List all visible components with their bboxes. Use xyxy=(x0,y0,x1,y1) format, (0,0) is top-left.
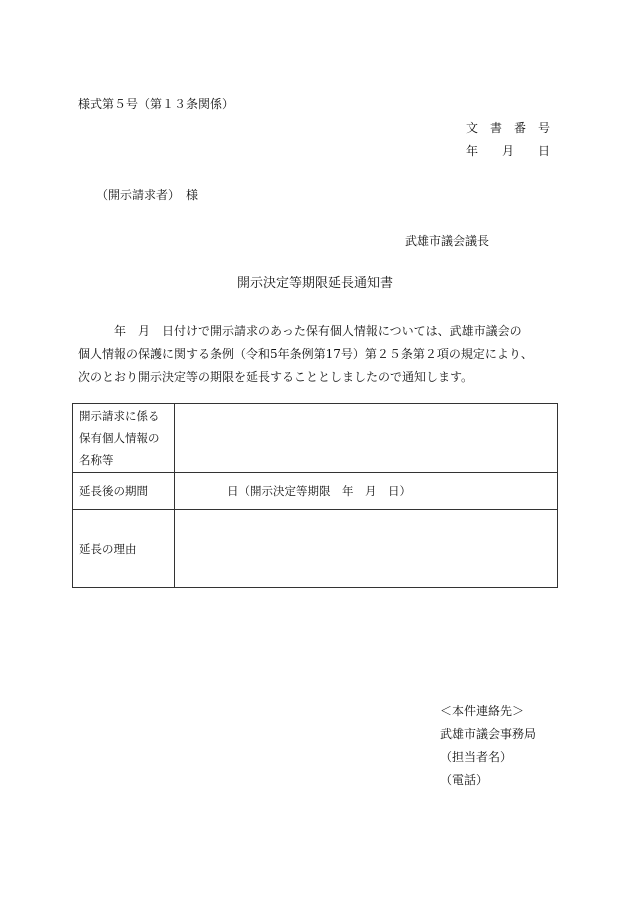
info-name-label-line-2: 保有個人情報の xyxy=(79,431,160,445)
extended-period-label: 延長後の期間 xyxy=(73,473,175,510)
info-name-label xyxy=(73,404,175,473)
document-title: 開示決定等期限延長通知書 xyxy=(236,276,393,291)
extended-period-cell xyxy=(175,473,558,510)
info-name-label-line-1: 開示請求に係る xyxy=(79,409,160,423)
info-name-label-line-3: 名称等 xyxy=(79,453,114,467)
table-row xyxy=(73,473,558,510)
document-number-label: 文 書 番 号 xyxy=(465,121,550,135)
contact-person: （担当者名） xyxy=(440,750,513,764)
contact-office: 武雄市議会事務局 xyxy=(440,727,537,741)
info-name-value xyxy=(175,404,558,473)
contact-block xyxy=(440,700,536,792)
body-paragraph xyxy=(78,320,564,389)
addressee: （開示請求者） 様 xyxy=(96,188,199,202)
form-number-label: 様式第５号（第１３条関係） xyxy=(78,97,235,111)
contact-heading: ＜本件連絡先＞ xyxy=(440,704,525,718)
table-row xyxy=(73,404,558,473)
table-row xyxy=(73,510,558,588)
extended-period-value: 日（開示決定等期限 年 月 日） xyxy=(227,484,411,498)
sender-name: 武雄市議会議長 xyxy=(405,234,490,248)
contact-phone: （電話） xyxy=(440,773,489,787)
extension-reason-label: 延長の理由 xyxy=(73,510,175,588)
extension-reason-value xyxy=(175,510,558,588)
date-line: 年 月 日 xyxy=(465,144,550,158)
body-line-2: 個人情報の保護に関する条例（令和5年条例第17号）第２５条第２項の規定により、 xyxy=(78,347,533,361)
body-line-1: 年 月 日付けで開示請求のあった保有個人情報については、武雄市議会の xyxy=(78,324,522,338)
body-line-3: 次のとおり開示決定等の期限を延長することとしましたので通知します。 xyxy=(78,370,474,384)
extension-details-table xyxy=(72,403,558,588)
